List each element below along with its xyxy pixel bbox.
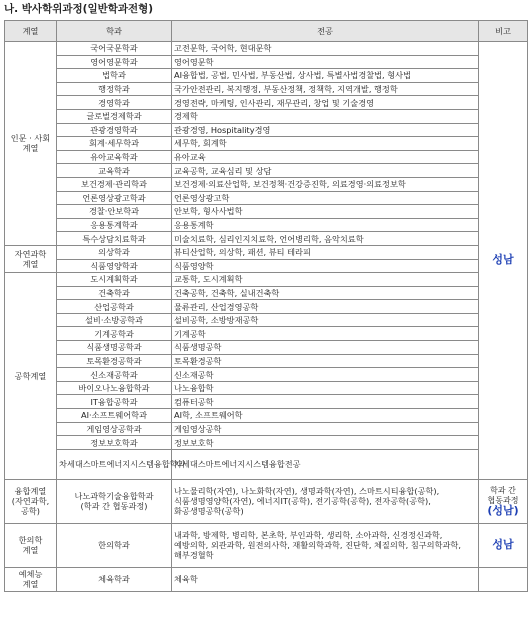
table-row — [5, 109, 528, 123]
dept-cell: 교육학과 — [57, 164, 172, 178]
note-seongnam-text: 성남 — [492, 253, 514, 267]
table-row — [5, 245, 528, 259]
dept-cell: 한의학과 — [57, 523, 172, 567]
dept-cell: 유아교육학과 — [57, 150, 172, 164]
dept-cell: AI·소프트웨어학과 — [57, 409, 172, 423]
major-cell: 보건경제·의료산업학, 보건정책·건강증진학, 의료경영·의료정보학 — [172, 177, 479, 191]
major-cell: 경제학 — [172, 109, 479, 123]
major-cell: 관광경영, Hospitality경영 — [172, 123, 479, 137]
header-note: 비고 — [479, 21, 528, 42]
dept-cell: IT융합공학과 — [57, 395, 172, 409]
note-joint-label: 학과 간 협동과정 — [487, 486, 519, 506]
note-empty — [479, 567, 528, 591]
major-cell: 응용통계학 — [172, 218, 479, 232]
dept-cell: 식품생명공학과 — [57, 341, 172, 355]
table-row — [5, 368, 528, 382]
note-seongnam — [479, 42, 528, 480]
dept-cell: 토목환경공학과 — [57, 354, 172, 368]
table-row — [5, 313, 528, 327]
dept-cell: 정보보호학과 — [57, 436, 172, 450]
major-cell: 토목환경공학 — [172, 354, 479, 368]
dept-cell: 국어국문학과 — [57, 42, 172, 56]
table-row — [5, 395, 528, 409]
major-cell: 내과학, 방제학, 병리학, 본초학, 부인과학, 생리학, 소아과학, 신경정신과학, 예방의학, 외관과학, 원전의사학, 재활의학과학, 진단학, 체질의학, 침구의학과학, 해부경혈학 — [172, 523, 479, 567]
major-cell: 국가안전관리, 복지행정, 부동산정책, 정책학, 지역개발, 행정학 — [172, 82, 479, 96]
major-cell: 뷰티산업학, 의상학, 패션, 뷰티 테라피 — [172, 245, 479, 259]
table-row — [5, 523, 528, 567]
group-engineering: 공학계열 — [5, 273, 57, 480]
table-row — [5, 82, 528, 96]
dept-cell: 건축학과 — [57, 286, 172, 300]
table-row — [5, 218, 528, 232]
note-oriental-seongnam: 성남 — [492, 538, 514, 552]
major-cell: 안보학, 형사사법학 — [172, 205, 479, 219]
major-cell: 기계공학 — [172, 327, 479, 341]
major-cell: 식품생명공학 — [172, 341, 479, 355]
major-cell: 식품영양학 — [172, 259, 479, 273]
table-row — [5, 259, 528, 273]
group-arts: 예체능 계열 — [5, 567, 57, 591]
major-cell: 세무학, 회계학 — [172, 137, 479, 151]
table-row — [5, 300, 528, 314]
dept-cell: 기계공학과 — [57, 327, 172, 341]
table-row — [5, 449, 528, 479]
note-joint — [479, 479, 528, 523]
dept-cell: 게임영상공학과 — [57, 422, 172, 436]
section-title: 나. 박사학위과정(일반학과전형) — [4, 3, 154, 15]
note-joint-seongnam: (성남) — [487, 504, 519, 518]
header-category: 계열 — [5, 21, 57, 42]
major-cell: 유아교육 — [172, 150, 479, 164]
major-cell: 체육학 — [172, 567, 479, 591]
major-cell: 차세대스마트에너지시스템융합전공 — [172, 449, 479, 479]
dept-cell: 회계·세무학과 — [57, 137, 172, 151]
table-row — [5, 42, 528, 56]
table-header-row — [5, 21, 528, 42]
major-cell: 건축공학, 건축학, 실내건축학 — [172, 286, 479, 300]
major-cell: 경영전략, 마케팅, 인사관리, 재무관리, 창업 및 기술경영 — [172, 96, 479, 110]
table-row — [5, 409, 528, 423]
table-row — [5, 354, 528, 368]
dept-cell: 특수상담치료학과 — [57, 232, 172, 246]
dept-cell: 의상학과 — [57, 245, 172, 259]
major-cell: 물류관리, 산업경영공학 — [172, 300, 479, 314]
table-row — [5, 341, 528, 355]
table-row — [5, 479, 528, 523]
major-cell: 나노물리학(자연), 나노화학(자연), 생명과학(자연), 스마트시티융합(공학), 식품생명영양학(자연), 에너지IT(공학), 전기공학(공학), 전자공학(공학), 화공생명공학(공학) — [172, 479, 479, 523]
dept-cell: 경찰·안보학과 — [57, 205, 172, 219]
table-row — [5, 123, 528, 137]
header-dept: 학과 — [57, 21, 172, 42]
group-convergence: 융합계열 (자연과학, 공학) — [5, 479, 57, 523]
group-natural: 자연과학 계열 — [5, 245, 57, 272]
major-cell: 컴퓨터공학 — [172, 395, 479, 409]
major-cell: 나노융합학 — [172, 381, 479, 395]
table-row — [5, 164, 528, 178]
major-cell: 영어영문학 — [172, 55, 479, 69]
table-row — [5, 205, 528, 219]
group-humanities: 인문 · 사회 계열 — [5, 42, 57, 246]
dept-cell: 나노과학기술융합학과 (학과 간 협동과정) — [57, 479, 172, 523]
dept-cell: 체육학과 — [57, 567, 172, 591]
table-row — [5, 381, 528, 395]
dept-cell: 응용통계학과 — [57, 218, 172, 232]
dept-cell: 바이오나노융합학과 — [57, 381, 172, 395]
dept-cell: 관광경영학과 — [57, 123, 172, 137]
doctoral-program-table — [4, 20, 528, 592]
table-row — [5, 327, 528, 341]
dept-cell: 설비·소방공학과 — [57, 313, 172, 327]
table-row — [5, 286, 528, 300]
major-cell: 교육공학, 교육심리 및 상담 — [172, 164, 479, 178]
table-row — [5, 55, 528, 69]
major-cell: 미술치료학, 심리인지치료학, 언어병리학, 음악치료학 — [172, 232, 479, 246]
major-cell: 신소재공학 — [172, 368, 479, 382]
header-major: 전공 — [172, 21, 479, 42]
table-row — [5, 96, 528, 110]
major-cell: 고전문학, 국어학, 현대문학 — [172, 42, 479, 56]
dept-cell: 산업공학과 — [57, 300, 172, 314]
note-oriental — [479, 523, 528, 567]
table-row — [5, 436, 528, 450]
dept-cell: 법학과 — [57, 69, 172, 83]
major-cell: 정보보호학 — [172, 436, 479, 450]
dept-cell: 언론영상광고학과 — [57, 191, 172, 205]
major-cell: AI융합법, 공법, 민사법, 부동산법, 상사법, 특별사법경찰법, 형사법 — [172, 69, 479, 83]
dept-cell: 신소재공학과 — [57, 368, 172, 382]
major-cell: 설비공학, 소방방재공학 — [172, 313, 479, 327]
major-cell: 언론영상광고학 — [172, 191, 479, 205]
group-oriental: 한의학 계열 — [5, 523, 57, 567]
table-row — [5, 191, 528, 205]
table-row — [5, 137, 528, 151]
dept-cell: 행정학과 — [57, 82, 172, 96]
dept-cell: 도시계획학과 — [57, 273, 172, 287]
table-row — [5, 232, 528, 246]
major-cell: AI학, 소프트웨어학 — [172, 409, 479, 423]
dept-cell: 글로벌경제학과 — [57, 109, 172, 123]
table-row — [5, 177, 528, 191]
table-row — [5, 422, 528, 436]
dept-cell: 식품영양학과 — [57, 259, 172, 273]
major-cell: 게임영상공학 — [172, 422, 479, 436]
dept-cell: 경영학과 — [57, 96, 172, 110]
dept-cell: 차세대스마트에너지시스템융합학과 — [57, 449, 172, 479]
table-row — [5, 273, 528, 287]
table-row — [5, 567, 528, 591]
table-row — [5, 150, 528, 164]
major-cell: 교통학, 도시계획학 — [172, 273, 479, 287]
table-row — [5, 69, 528, 83]
dept-cell: 보건경제·관리학과 — [57, 177, 172, 191]
dept-cell: 영어영문학과 — [57, 55, 172, 69]
